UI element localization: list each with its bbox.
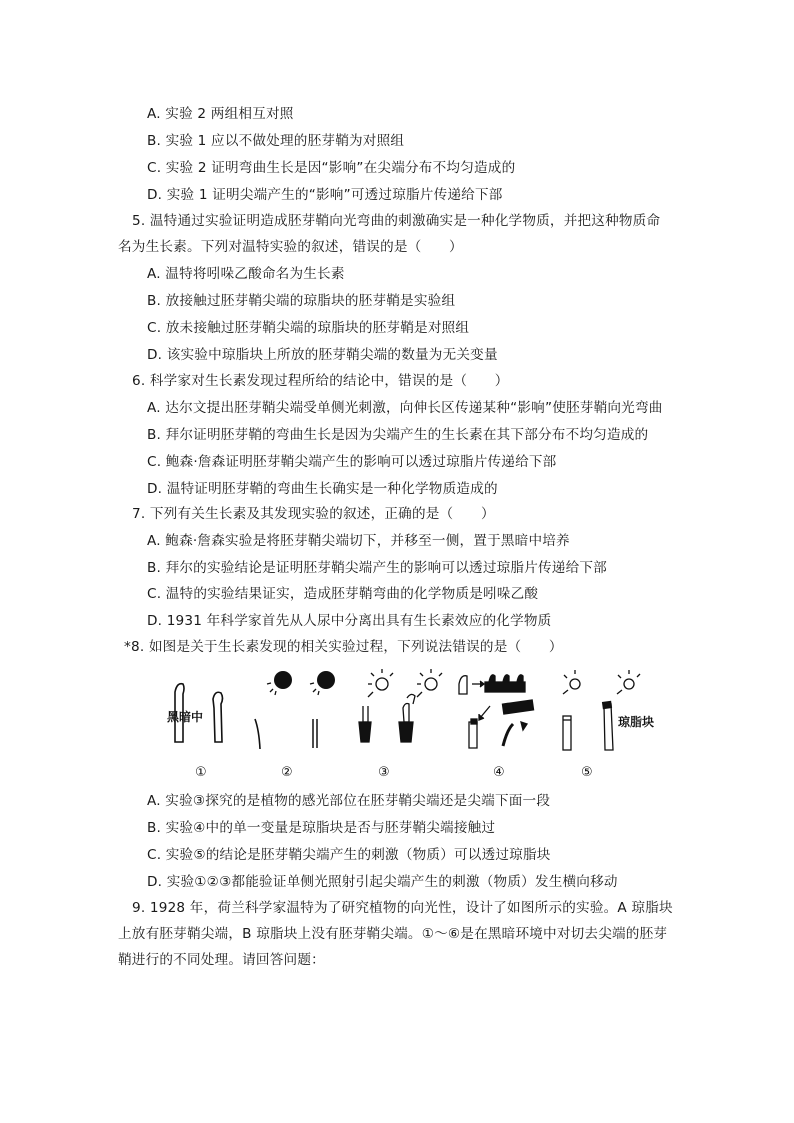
agar-block-label: 琼脂块 xyxy=(618,715,655,729)
figure-number-4: ④ xyxy=(493,765,505,780)
q7-stem: 7. 下列有关生长素及其发现实验的叙述，正确的是（ ） xyxy=(132,506,495,522)
q8-stem: *8. 如图是关于生长素发现的相关实验过程，下列说法错误的是（ ） xyxy=(124,639,563,655)
q6-option-c: C. 鲍森·詹森证明胚芽鞘尖端产生的影响可以透过琼脂片传递给下部 xyxy=(147,454,557,470)
figure-number-3: ③ xyxy=(378,765,390,780)
q8-experiment-figure xyxy=(163,664,663,784)
sun-icon xyxy=(317,671,335,689)
dark-label: 黑暗中 xyxy=(167,710,204,724)
sun-icon xyxy=(274,671,292,689)
q6-option-b: B. 拜尔证明胚芽鞘的弯曲生长是因为尖端产生的生长素在其下部分布不均匀造成的 xyxy=(147,427,649,443)
q9-line2: 上放有胚芽鞘尖端，B 琼脂块上没有胚芽鞘尖端。①～⑥是在黑暗环境中对切去尖端的胚芽 xyxy=(118,926,668,942)
q8-option-a: A. 实验③探究的是植物的感光部位在胚芽鞘尖端还是尖端下面一段 xyxy=(147,793,551,809)
q4-option-a: A. 实验 2 两组相互对照 xyxy=(147,106,294,122)
q8-option-c: C. 实验⑤的结论是胚芽鞘尖端产生的刺激（物质）可以透过琼脂块 xyxy=(147,847,551,863)
q5-stem-line2: 名为生长素。下列对温特实验的叙述，错误的是（ ） xyxy=(118,239,463,255)
q6-option-d: D. 温特证明胚芽鞘的弯曲生长确实是一种化学物质造成的 xyxy=(147,481,498,497)
figure-number-2: ② xyxy=(281,765,293,780)
q8-option-b: B. 实验④中的单一变量是琼脂块是否与胚芽鞘尖端接触过 xyxy=(147,820,496,836)
q6-stem: 6. 科学家对生长素发现过程所给的结论中，错误的是（ ） xyxy=(132,373,509,389)
experiment-2-diagram xyxy=(255,671,335,749)
figure-number-1: ① xyxy=(195,765,207,780)
figure-number-5: ⑤ xyxy=(581,765,593,780)
q9-line3: 鞘进行的不同处理。请回答问题： xyxy=(118,952,325,968)
q5-stem-line1: 5. 温特通过实验证明造成胚芽鞘向光弯曲的刺激确实是一种化学物质，并把这种物质命 xyxy=(132,213,661,229)
q4-option-b: B. 实验 1 应以不做处理的胚芽鞘为对照组 xyxy=(147,133,405,149)
q5-option-a: A. 温特将吲哚乙酸命名为生长素 xyxy=(147,266,345,282)
q7-option-b: B. 拜尔的实验结论是证明胚芽鞘尖端产生的影响可以透过琼脂片传递给下部 xyxy=(147,560,607,576)
q7-option-c: C. 温特的实验结果证实，造成胚芽鞘弯曲的化学物质是吲哚乙酸 xyxy=(147,586,539,602)
q4-option-d: D. 实验 1 证明尖端产生的“影响”可透过琼脂片传递给下部 xyxy=(147,187,503,203)
experiment-3-diagram xyxy=(359,669,442,742)
q5-option-c: C. 放未接触过胚芽鞘尖端的琼脂块的胚芽鞘是对照组 xyxy=(147,320,470,336)
q7-option-a: A. 鲍森·詹森实验是将胚芽鞘尖端切下，并移至一侧，置于黑暗中培养 xyxy=(147,533,570,549)
q7-option-d: D. 1931 年科学家首先从人尿中分离出具有生长素效应的化学物质 xyxy=(147,613,552,629)
q5-option-b: B. 放接触过胚芽鞘尖端的琼脂块的胚芽鞘是实验组 xyxy=(147,293,456,309)
experiment-4-diagram xyxy=(459,675,534,748)
q6-option-a: A. 达尔文提出胚芽鞘尖端受单侧光刺激，向伸长区传递某种“影响”使胚芽鞘向光弯曲 xyxy=(147,400,663,416)
q5-option-d: D. 该实验中琼脂块上所放的胚芽鞘尖端的数量为无关变量 xyxy=(147,347,498,363)
q8-option-d: D. 实验①②③都能验证单侧光照射引起尖端产生的刺激（物质）发生横向移动 xyxy=(147,874,618,890)
experiment-5-diagram xyxy=(563,670,640,750)
q9-line1: 9. 1928 年，荷兰科学家温特为了研究植物的向光性，设计了如图所示的实验。A 琼脂块 xyxy=(132,900,673,916)
q4-option-c: C. 实验 2 证明弯曲生长是因“影响”在尖端分布不均匀造成的 xyxy=(147,160,516,176)
